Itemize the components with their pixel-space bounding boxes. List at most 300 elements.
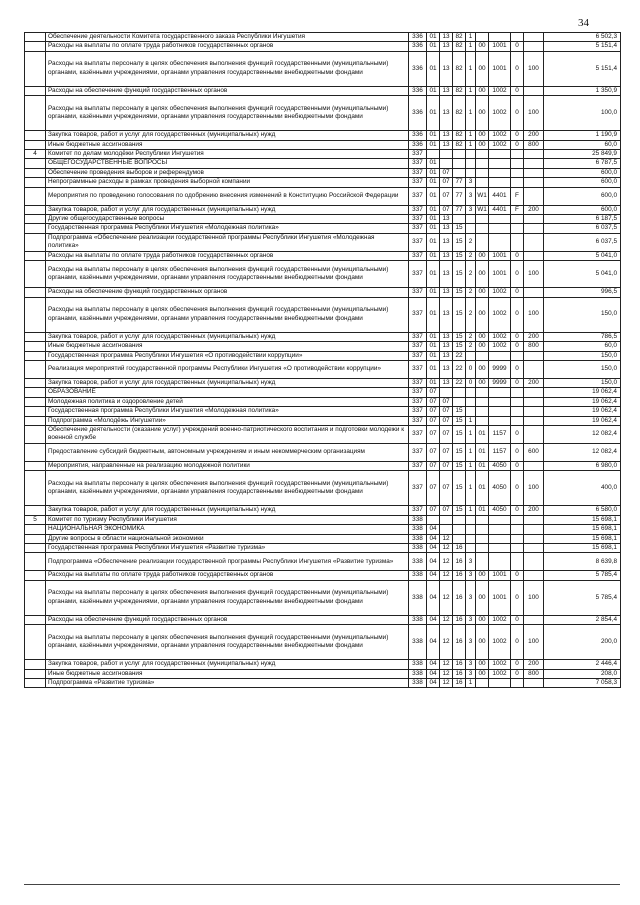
subsection-code: 13 <box>440 233 453 251</box>
row-amount: 15 698,1 <box>544 515 621 524</box>
ministry-code: 338 <box>409 625 427 660</box>
table-row <box>25 425 621 443</box>
row-amount: 12 082,4 <box>544 425 621 443</box>
extra-code: 0 <box>511 131 524 140</box>
subsection-code: 07 <box>440 407 453 416</box>
vr-code <box>524 251 544 260</box>
section-code: 01 <box>427 86 440 95</box>
expense-code: 1001 <box>489 42 511 51</box>
subprogram-code: 3 <box>466 615 476 624</box>
section-code: 01 <box>427 51 440 86</box>
table-row <box>25 233 621 251</box>
ministry-code: 338 <box>409 525 427 534</box>
section-code: 04 <box>427 571 440 580</box>
row-number <box>25 178 46 187</box>
direction-code <box>476 159 489 168</box>
row-amount: 6 037,5 <box>544 233 621 251</box>
table-row <box>25 297 621 332</box>
section-code: 04 <box>427 625 440 660</box>
row-number <box>25 131 46 140</box>
extra-code: 0 <box>511 506 524 515</box>
row-amount: 786,5 <box>544 332 621 341</box>
subprogram-code: 1 <box>466 96 476 131</box>
subprogram-code: 1 <box>466 86 476 95</box>
expense-code: 4401 <box>489 205 511 214</box>
row-name: Расходы на выплаты персоналу в целях обеспечения выполнения функций государственными (муниципальными) органами, казёнными учреждениями, органами управления государственными внебюджетными фондами <box>46 471 409 506</box>
section-code: 04 <box>427 679 440 688</box>
extra-code: 0 <box>511 86 524 95</box>
extra-code: 0 <box>511 425 524 443</box>
expense-code <box>489 388 511 397</box>
table-row <box>25 660 621 669</box>
table-row <box>25 471 621 506</box>
section-code: 01 <box>427 159 440 168</box>
table-row <box>25 580 621 615</box>
program-code: 15 <box>453 407 466 416</box>
vr-code: 800 <box>524 140 544 149</box>
direction-code: 01 <box>476 461 489 470</box>
ministry-code: 337 <box>409 215 427 224</box>
extra-code <box>511 407 524 416</box>
direction-code <box>476 416 489 425</box>
extra-code <box>511 679 524 688</box>
vr-code <box>524 407 544 416</box>
row-name: Расходы на выплаты персоналу в целях обеспечения выполнения функций государственными (муниципальными) органами, казёнными учреждениями, органами управления государственными внебюджетными фондами <box>46 96 409 131</box>
direction-code <box>476 168 489 177</box>
direction-code: 00 <box>476 42 489 51</box>
expense-code <box>489 515 511 524</box>
subprogram-code <box>466 351 476 360</box>
direction-code <box>476 515 489 524</box>
vr-code <box>524 33 544 42</box>
direction-code: 01 <box>476 443 489 461</box>
row-amount: 2 854,4 <box>544 615 621 624</box>
expense-code: 9999 <box>489 378 511 387</box>
vr-code: 200 <box>524 660 544 669</box>
extra-code: F <box>511 205 524 214</box>
direction-code <box>476 397 489 406</box>
row-amount: 19 062,4 <box>544 397 621 406</box>
extra-code <box>511 397 524 406</box>
row-name: Государственная программа Республики Ингушетия «Молодежная политика» <box>46 407 409 416</box>
extra-code <box>511 33 524 42</box>
vr-code <box>524 679 544 688</box>
subprogram-code: 2 <box>466 251 476 260</box>
subsection-code: 13 <box>440 360 453 378</box>
expense-code: 1001 <box>489 261 511 288</box>
direction-code <box>476 351 489 360</box>
vr-code: 200 <box>524 131 544 140</box>
section-code: 07 <box>427 397 440 406</box>
ministry-code: 337 <box>409 168 427 177</box>
expense-code <box>489 543 511 552</box>
direction-code: 00 <box>476 261 489 288</box>
vr-code: 100 <box>524 625 544 660</box>
extra-code <box>511 351 524 360</box>
ministry-code: 337 <box>409 342 427 351</box>
subsection-code: 13 <box>440 251 453 260</box>
section-code: 01 <box>427 215 440 224</box>
subprogram-code <box>466 543 476 552</box>
row-number <box>25 342 46 351</box>
row-amount: 15 698,1 <box>544 534 621 543</box>
expense-code <box>489 33 511 42</box>
table-row <box>25 625 621 660</box>
table-row <box>25 332 621 341</box>
table-row <box>25 86 621 95</box>
row-amount: 7 058,3 <box>544 679 621 688</box>
program-code: 22 <box>453 360 466 378</box>
row-name: Иные бюджетные ассигнования <box>46 342 409 351</box>
program-code: 16 <box>453 669 466 678</box>
row-amount: 25 849,9 <box>544 150 621 159</box>
extra-code: 0 <box>511 42 524 51</box>
row-number <box>25 360 46 378</box>
expense-code: 1002 <box>489 342 511 351</box>
expense-code: 1002 <box>489 86 511 95</box>
row-name: Подпрограмма «Обеспечение реализации государственной программы Республики Ингушетия «Молодежная политика» <box>46 233 409 251</box>
expense-code: 1002 <box>489 669 511 678</box>
section-code: 01 <box>427 261 440 288</box>
subprogram-code: 1 <box>466 425 476 443</box>
table-row <box>25 33 621 42</box>
table-row <box>25 360 621 378</box>
subsection-code: 12 <box>440 534 453 543</box>
subsection-code: 13 <box>440 261 453 288</box>
subprogram-code: 3 <box>466 625 476 660</box>
vr-code <box>524 425 544 443</box>
subprogram-code <box>466 224 476 233</box>
ministry-code: 337 <box>409 288 427 297</box>
expense-code: 1157 <box>489 443 511 461</box>
row-amount: 5 041,0 <box>544 251 621 260</box>
subprogram-code: 3 <box>466 205 476 214</box>
vr-code <box>524 224 544 233</box>
direction-code: 00 <box>476 131 489 140</box>
direction-code: 00 <box>476 86 489 95</box>
row-amount: 150,0 <box>544 360 621 378</box>
row-number <box>25 443 46 461</box>
row-number <box>25 506 46 515</box>
direction-code <box>476 525 489 534</box>
subprogram-code: 1 <box>466 443 476 461</box>
row-name: Расходы на выплаты персоналу в целях обеспечения выполнения функций государственными (муниципальными) органами, казёнными учреждениями, органами управления государственными внебюджетными фондами <box>46 580 409 615</box>
row-amount: 1 350,9 <box>544 86 621 95</box>
subprogram-code <box>466 515 476 524</box>
direction-code <box>476 543 489 552</box>
ministry-code: 338 <box>409 571 427 580</box>
extra-code <box>511 233 524 251</box>
row-number: 5 <box>25 515 46 524</box>
extra-code <box>511 168 524 177</box>
table-row <box>25 205 621 214</box>
row-name: Расходы на выплаты персоналу в целях обеспечения выполнения функций государственными (муниципальными) органами, казёнными учреждениями, органами управления государственными внебюджетными фондами <box>46 261 409 288</box>
extra-code: 0 <box>511 571 524 580</box>
vr-code <box>524 571 544 580</box>
vr-code: 100 <box>524 580 544 615</box>
table-row <box>25 288 621 297</box>
vr-code <box>524 178 544 187</box>
ministry-code: 338 <box>409 534 427 543</box>
row-amount: 1 190,9 <box>544 131 621 140</box>
row-name: ОБРАЗОВАНИЕ <box>46 388 409 397</box>
program-code: 15 <box>453 288 466 297</box>
subprogram-code: 3 <box>466 669 476 678</box>
row-name: Предоставление субсидий бюджетным, автономным учреждениям и иным некоммерческим организациям <box>46 443 409 461</box>
row-amount: 15 698,1 <box>544 525 621 534</box>
vr-code <box>524 525 544 534</box>
table-row <box>25 178 621 187</box>
row-name: Подпрограмма «Обеспечение реализации государственной программы Республики Ингушетия «Развитие туризма» <box>46 553 409 571</box>
page-number: 34 <box>578 17 589 29</box>
row-amount: 2 446,4 <box>544 660 621 669</box>
section-code: 07 <box>427 506 440 515</box>
subprogram-code: 2 <box>466 261 476 288</box>
vr-code <box>524 615 544 624</box>
direction-code: 00 <box>476 615 489 624</box>
extra-code: 0 <box>511 615 524 624</box>
subprogram-code: 1 <box>466 679 476 688</box>
budget-table <box>24 32 621 688</box>
row-name: Другие общегосударственные вопросы <box>46 215 409 224</box>
row-amount: 600,0 <box>544 168 621 177</box>
subsection-code: 12 <box>440 571 453 580</box>
program-code: 16 <box>453 625 466 660</box>
row-name: Другие вопросы в области национальной экономики <box>46 534 409 543</box>
table-row <box>25 378 621 387</box>
extra-code: 0 <box>511 580 524 615</box>
row-number <box>25 471 46 506</box>
program-code <box>453 159 466 168</box>
row-name: Расходы на выплаты по оплате труда работников государственных органов <box>46 42 409 51</box>
row-number <box>25 168 46 177</box>
extra-code: 0 <box>511 140 524 149</box>
subsection-code: 07 <box>440 506 453 515</box>
section-code: 07 <box>427 443 440 461</box>
vr-code: 100 <box>524 96 544 131</box>
expense-code <box>489 178 511 187</box>
section-code: 01 <box>427 42 440 51</box>
row-number <box>25 543 46 552</box>
expense-code <box>489 351 511 360</box>
table-row <box>25 251 621 260</box>
direction-code <box>476 553 489 571</box>
vr-code <box>524 461 544 470</box>
table-row <box>25 506 621 515</box>
row-amount: 60,0 <box>544 140 621 149</box>
subprogram-code <box>466 168 476 177</box>
expense-code <box>489 215 511 224</box>
table-row <box>25 543 621 552</box>
expense-code: 1002 <box>489 297 511 332</box>
program-code: 16 <box>453 679 466 688</box>
expense-code <box>489 168 511 177</box>
row-amount: 19 062,4 <box>544 407 621 416</box>
extra-code: 0 <box>511 669 524 678</box>
section-code: 01 <box>427 351 440 360</box>
direction-code: 00 <box>476 360 489 378</box>
row-name: Расходы на обеспечение функций государственных органов <box>46 615 409 624</box>
row-number <box>25 534 46 543</box>
ministry-code: 336 <box>409 33 427 42</box>
subprogram-code: 1 <box>466 33 476 42</box>
table-row <box>25 461 621 470</box>
subprogram-code: 3 <box>466 580 476 615</box>
program-code: 82 <box>453 96 466 131</box>
vr-code: 200 <box>524 378 544 387</box>
vr-code <box>524 360 544 378</box>
subsection-code: 07 <box>440 471 453 506</box>
subsection-code: 07 <box>440 205 453 214</box>
row-number <box>25 261 46 288</box>
table-row <box>25 51 621 86</box>
extra-code: 0 <box>511 461 524 470</box>
row-number <box>25 388 46 397</box>
subsection-code: 13 <box>440 131 453 140</box>
subprogram-code: 1 <box>466 51 476 86</box>
row-number <box>25 332 46 341</box>
row-amount: 5 041,0 <box>544 261 621 288</box>
subsection-code: 13 <box>440 51 453 86</box>
ministry-code: 336 <box>409 51 427 86</box>
subprogram-code: 2 <box>466 332 476 341</box>
direction-code <box>476 224 489 233</box>
ministry-code: 337 <box>409 297 427 332</box>
table-row <box>25 261 621 288</box>
expense-code: 1002 <box>489 131 511 140</box>
row-name: Комитет по туризму Республики Ингушетия <box>46 515 409 524</box>
row-amount: 5 785,4 <box>544 571 621 580</box>
ministry-code: 336 <box>409 140 427 149</box>
program-code: 15 <box>453 233 466 251</box>
subsection-code: 13 <box>440 378 453 387</box>
direction-code: 00 <box>476 571 489 580</box>
extra-code: 0 <box>511 251 524 260</box>
vr-code <box>524 187 544 205</box>
vr-code <box>524 515 544 524</box>
table-row <box>25 525 621 534</box>
subsection-code <box>440 525 453 534</box>
table-row <box>25 679 621 688</box>
program-code: 16 <box>453 580 466 615</box>
direction-code: 01 <box>476 425 489 443</box>
row-amount: 400,0 <box>544 471 621 506</box>
expense-code <box>489 224 511 233</box>
extra-code: 0 <box>511 471 524 506</box>
ministry-code: 337 <box>409 205 427 214</box>
vr-code: 100 <box>524 297 544 332</box>
subprogram-code <box>466 397 476 406</box>
direction-code <box>476 233 489 251</box>
direction-code: 00 <box>476 96 489 131</box>
subsection-code <box>440 150 453 159</box>
vr-code <box>524 168 544 177</box>
row-amount: 200,0 <box>544 625 621 660</box>
table-row <box>25 553 621 571</box>
table-row <box>25 187 621 205</box>
table-row <box>25 443 621 461</box>
program-code: 77 <box>453 178 466 187</box>
subprogram-code: 3 <box>466 178 476 187</box>
ministry-code: 337 <box>409 233 427 251</box>
section-code: 01 <box>427 332 440 341</box>
direction-code: 00 <box>476 625 489 660</box>
row-name: Молодежная политика и оздоровление детей <box>46 397 409 406</box>
subprogram-code: 1 <box>466 506 476 515</box>
expense-code <box>489 397 511 406</box>
row-name: НАЦИОНАЛЬНАЯ ЭКОНОМИКА <box>46 525 409 534</box>
program-code: 22 <box>453 351 466 360</box>
row-number <box>25 215 46 224</box>
section-code: 01 <box>427 205 440 214</box>
section-code: 01 <box>427 233 440 251</box>
row-number <box>25 96 46 131</box>
table-row <box>25 42 621 51</box>
extra-code <box>511 224 524 233</box>
section-code: 01 <box>427 33 440 42</box>
section-code: 01 <box>427 178 440 187</box>
ministry-code: 336 <box>409 86 427 95</box>
ministry-code: 338 <box>409 679 427 688</box>
expense-code: 1002 <box>489 332 511 341</box>
subsection-code: 13 <box>440 96 453 131</box>
vr-code <box>524 288 544 297</box>
vr-code <box>524 150 544 159</box>
ministry-code: 338 <box>409 543 427 552</box>
subprogram-code <box>466 388 476 397</box>
subprogram-code: 1 <box>466 471 476 506</box>
program-code: 82 <box>453 86 466 95</box>
row-name: ОБЩЕГОСУДАРСТВЕННЫЕ ВОПРОСЫ <box>46 159 409 168</box>
extra-code: 0 <box>511 342 524 351</box>
subsection-code: 13 <box>440 332 453 341</box>
program-code: 15 <box>453 461 466 470</box>
row-number <box>25 669 46 678</box>
subsection-code: 12 <box>440 543 453 552</box>
section-code <box>427 515 440 524</box>
extra-code: 0 <box>511 261 524 288</box>
subprogram-code: 1 <box>466 416 476 425</box>
row-amount: 150,0 <box>544 351 621 360</box>
row-number <box>25 571 46 580</box>
ministry-code: 338 <box>409 660 427 669</box>
row-amount: 150,0 <box>544 378 621 387</box>
subprogram-code <box>466 407 476 416</box>
vr-code: 800 <box>524 669 544 678</box>
ministry-code: 337 <box>409 187 427 205</box>
ministry-code: 337 <box>409 351 427 360</box>
ministry-code: 337 <box>409 416 427 425</box>
subprogram-code: 1 <box>466 461 476 470</box>
expense-code: 1002 <box>489 660 511 669</box>
vr-code: 800 <box>524 342 544 351</box>
row-amount: 8 639,8 <box>544 553 621 571</box>
row-number <box>25 140 46 149</box>
direction-code: 00 <box>476 288 489 297</box>
table-row <box>25 140 621 149</box>
direction-code: 00 <box>476 342 489 351</box>
program-code: 15 <box>453 443 466 461</box>
row-number <box>25 416 46 425</box>
row-number <box>25 205 46 214</box>
ministry-code: 337 <box>409 224 427 233</box>
expense-code: 4050 <box>489 506 511 515</box>
section-code: 07 <box>427 416 440 425</box>
subprogram-code <box>466 150 476 159</box>
subsection-code: 13 <box>440 224 453 233</box>
row-number <box>25 33 46 42</box>
table-row <box>25 397 621 406</box>
